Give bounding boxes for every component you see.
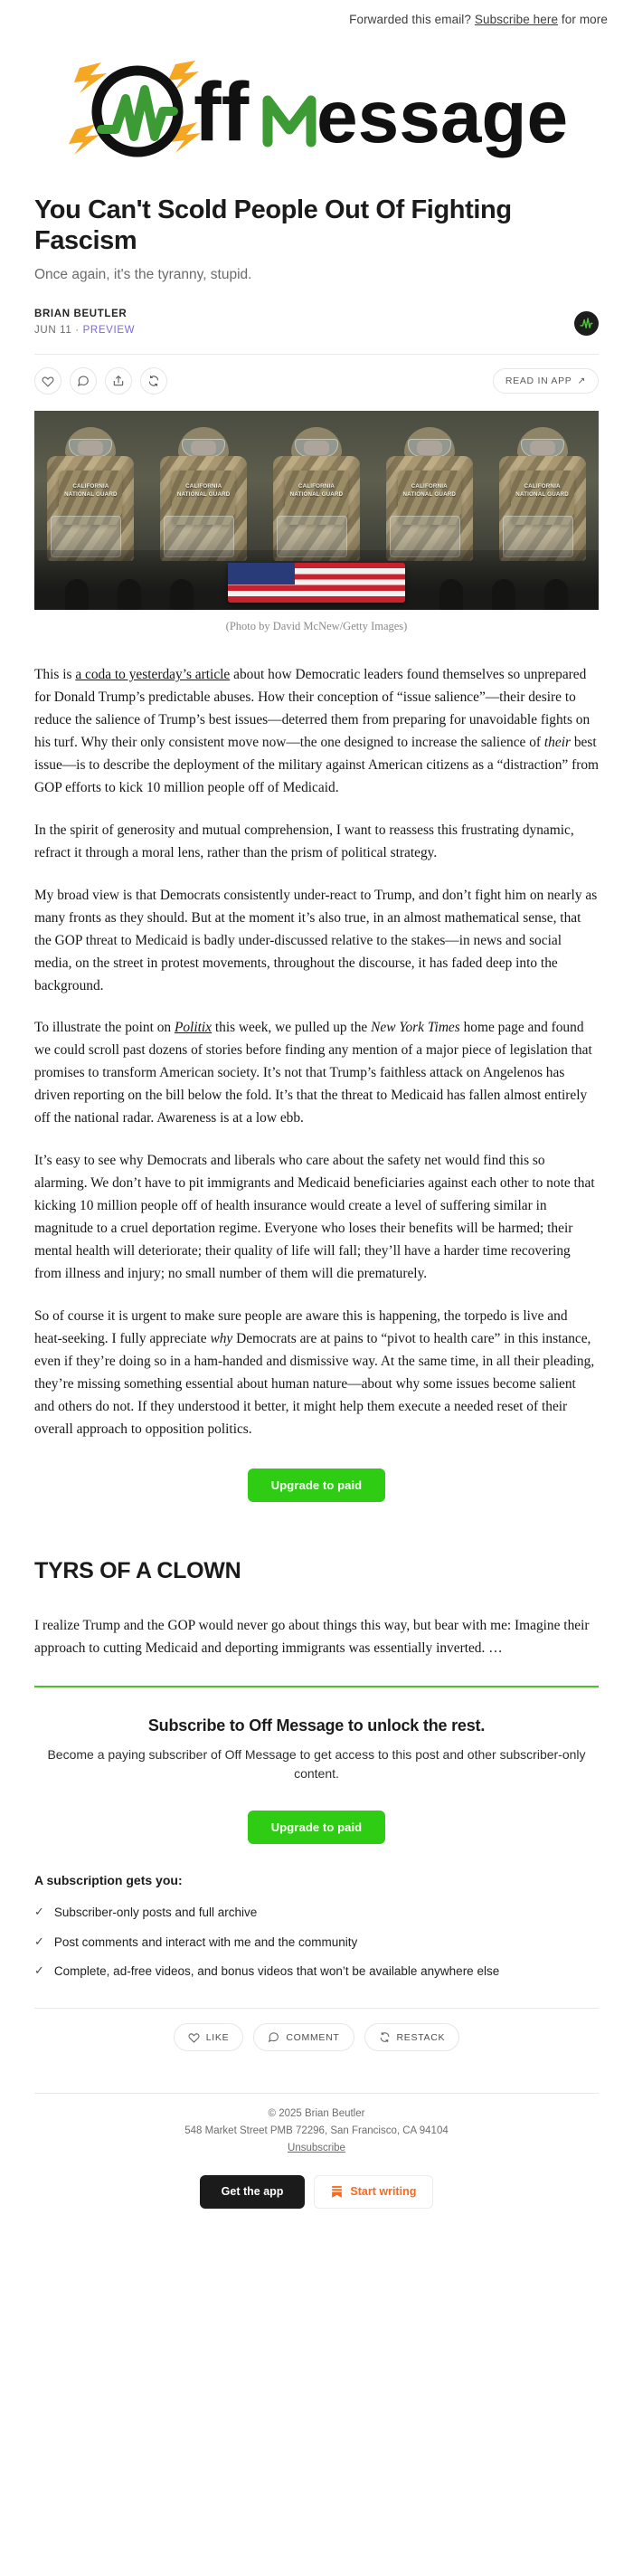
guard-figure [496, 427, 590, 561]
section-heading: TYRS OF A CLOWN [34, 1558, 241, 1584]
like-button[interactable] [34, 367, 61, 394]
footer-action-bar [0, 2009, 633, 2066]
footer-cta [0, 2157, 633, 2229]
coda-article-link[interactable]: a coda to yesterday’s article [75, 667, 231, 683]
guard-figure [269, 427, 364, 561]
benefit-label: Subscriber-only posts and full archive [53, 1906, 258, 1920]
uniform [47, 456, 134, 561]
list-item [34, 1934, 599, 1952]
upgrade-cta-top [0, 1441, 633, 1507]
paragraph-5: It’s easy to see why Democrats and liberals who care about the safety net would find this so alarming. We don’t have to pit immigrants and Medicaid beneficiaries against each other to note that kicking 10 million people off of health insurance would create a level of suffering similar in magnitude to a cruel deportation regime. Everyone who loses their benefits will be harmed; their mental health will deteriorate; their quality of life will fall; they’ll have a harder time recovering from illness and injury; no small number of them will die prematurely. [34, 1153, 595, 1281]
paywall-subtext: Become a paying subscriber of Off Message to get access to this post and other subscriber-only content. [47, 1747, 586, 1782]
restack-button[interactable] [140, 367, 167, 394]
start-writing-button[interactable] [314, 2175, 433, 2209]
patch-line-2: NATIONAL GUARD [64, 491, 118, 499]
paragraph-4 [34, 1017, 599, 1130]
post-meta [34, 323, 135, 339]
page-title: You Can't Scold People Out Of Fighting Fascism [34, 195, 512, 256]
p4-text-b: this week, we pulled up the [212, 1020, 372, 1036]
get-the-app-button[interactable]: Get the app [200, 2175, 306, 2209]
post-date: JUN 11 [34, 325, 72, 337]
uniform [499, 456, 586, 561]
restack-icon [379, 2031, 391, 2043]
patch-line-2: NATIONAL GUARD [402, 491, 457, 499]
p6-text-b: Democrats are at pains to “pivot to health care” in this instance, even if they’re doing so in a ham-handed and dismissive way. At the same time, in all their pleading, they’re missing something essential about human nature—about why some issues become salient and others do not. If they understood it better, it might help them execute a needed reset of their overall approach to opposition politics. [34, 1330, 595, 1437]
footer-meta [0, 2094, 633, 2157]
subscribe-here-link[interactable]: Subscribe here [474, 13, 559, 26]
section-paragraph: I realize Trump and the GOP would never go about things this way, but bear with me: Imagine their approach to cutting Medicaid and deporting immigrants was essentially inverted. … [34, 1618, 590, 1657]
p1-text-a: This is [34, 667, 76, 683]
paragraph-1 [34, 664, 599, 800]
upgrade-cta-bottom [0, 1783, 633, 1849]
p1-text-c: best issue—is to describe the deployment of the military against American citizens as a “distraction” from GOP efforts to kick 10 million people off of Medicaid. [34, 734, 599, 795]
share-button[interactable] [105, 367, 132, 394]
paywall [0, 1687, 633, 1783]
forwarded-banner [0, 0, 633, 26]
national-guard-line [34, 427, 599, 561]
forwarded-text-before: Forwarded this email? [349, 13, 475, 26]
patch-line-2: NATIONAL GUARD [289, 491, 344, 499]
uniform [386, 456, 473, 561]
footer-restack-label: RESTACK [396, 2031, 446, 2043]
svg-text:essage: essage [316, 76, 569, 158]
helmet-icon [517, 427, 568, 458]
restack-icon [147, 375, 160, 387]
hero-image [34, 411, 599, 610]
benefits-heading: A subscription gets you: [34, 1873, 183, 1888]
footer-comment-button[interactable] [253, 2023, 354, 2051]
guard-figure [156, 427, 250, 561]
meta-separator: · [71, 325, 83, 337]
check-icon: ✓ [34, 1963, 44, 1978]
heart-icon [42, 375, 54, 387]
svg-text:ff: ff [194, 66, 250, 158]
forwarded-text-after: for more [558, 13, 608, 26]
arrow-up-right-icon: ↗ [577, 375, 586, 387]
avatar[interactable] [574, 311, 599, 336]
uniform [273, 456, 360, 561]
section-body [0, 1615, 633, 1660]
footer-comment-label: COMMENT [286, 2031, 340, 2043]
check-icon: ✓ [34, 1905, 44, 1919]
image-caption: (Photo by David McNew/Getty Images) [225, 620, 408, 633]
check-icon: ✓ [34, 1934, 44, 1948]
read-in-app-label: READ IN APP [505, 375, 572, 387]
patch-line-1: CALIFORNIA [524, 483, 561, 490]
helmet-icon [65, 427, 116, 458]
patch-line-2: NATIONAL GUARD [515, 491, 569, 499]
patch-line-2: NATIONAL GUARD [176, 491, 231, 499]
guard-figure [43, 427, 137, 561]
article-body [0, 664, 633, 1441]
read-in-app-button[interactable] [493, 368, 599, 394]
politix-link[interactable]: Politix [174, 1020, 212, 1036]
paywall-heading: Subscribe to Off Message to unlock the rest. [147, 1716, 486, 1735]
p1-text-b: about how Democratic leaders found themselves so unprepared for Donald Trump’s predictable abuses. How their conception of “issue salience”—their desire to reduce the salience of Trump’s best issues—deterred them from preparing for unavoidable fights on his turf. Why their only consistent move now—the one designed to increase the salience of [34, 667, 590, 750]
comment-icon [268, 2031, 279, 2043]
substack-icon [331, 2185, 343, 2199]
p6-text-a: So of course it is urgent to make sure people are aware this is happening, the torpedo is live and heat-seeking. I fully appreciate [34, 1307, 568, 1346]
paragraph-6 [34, 1306, 599, 1441]
start-writing-label: Start writing [350, 2185, 417, 2199]
list-item [34, 1904, 599, 1922]
comment-icon [77, 375, 90, 387]
post-header [0, 195, 633, 633]
patch-line-1: CALIFORNIA [411, 483, 448, 490]
upgrade-to-paid-button-bottom[interactable]: Upgrade to paid [248, 1811, 385, 1844]
patch-line-1: CALIFORNIA [72, 483, 109, 490]
helmet-icon [178, 427, 229, 458]
benefit-label: Post comments and interact with me and the community [53, 1934, 358, 1949]
mailing-address: 548 Market Street PMB 72296, San Francisco, CA 94104 [184, 2124, 449, 2136]
share-icon [112, 375, 125, 387]
paragraph-2: In the spirit of generosity and mutual comprehension, I want to reassess this frustrating dynamic, refract it through a moral lens, rather than the prism of political strategy. [34, 822, 574, 860]
helmet-icon [291, 427, 342, 458]
post-action-bar [34, 355, 599, 409]
footer-like-label: LIKE [205, 2031, 230, 2043]
heart-icon [188, 2031, 200, 2043]
byline [34, 307, 599, 339]
p4-text-a: To illustrate the point on [34, 1020, 175, 1036]
list-item [34, 1963, 599, 1981]
off-message-logo-svg [40, 46, 593, 166]
benefits-list [0, 1849, 633, 1981]
helmet-icon [404, 427, 455, 458]
avatar-logo-icon [578, 315, 595, 332]
footer-restack-button[interactable] [364, 2023, 460, 2051]
guard-figure [383, 427, 477, 561]
patch-line-1: CALIFORNIA [185, 483, 222, 490]
american-flag [228, 563, 405, 603]
footer-like-button[interactable] [174, 2023, 244, 2051]
uniform [160, 456, 247, 561]
p1-emphasis: their [543, 734, 571, 750]
benefit-label: Complete, ad-free videos, and bonus videos that won’t be available anywhere else [53, 1964, 500, 1979]
p6-emphasis: why [210, 1330, 233, 1346]
p4-text-c: home page and found we could scroll past dozens of stories before finding any mention of a major piece of legislation that promises to transform American society. It’s not that Trump’s faithless attack on Angelenos has driven reporting on the bill below the fold. It’s that the threat to Medicaid has fallen almost entirely off the national radar. Awareness is at a low ebb. [34, 1020, 592, 1126]
publication-logo[interactable] [0, 26, 633, 175]
author-name: BRIAN BEUTLER [34, 309, 128, 320]
patch-line-1: CALIFORNIA [298, 483, 335, 490]
unsubscribe-link[interactable]: Unsubscribe [288, 2142, 345, 2153]
paragraph-3: My broad view is that Democrats consistently under-react to Trump, and don’t fight him on nearly as many fronts as they should. But at the moment it’s also true, in an almost mathematical sense, that the GOP threat to Medicaid is badly under-discussed relative to the stakes—in news and social media, on the street in protest movements, throughout the discourse, it has faded deep into the background. [34, 887, 598, 993]
post-subtitle: Once again, it's the tyranny, stupid. [34, 267, 252, 283]
p4-emphasis: New York Times [371, 1020, 460, 1036]
copyright: © 2025 Brian Beutler [268, 2108, 365, 2119]
comment-button[interactable] [70, 367, 97, 394]
crowd-silhouettes [34, 550, 599, 610]
status-badge: PREVIEW [82, 325, 136, 337]
upgrade-to-paid-button-top[interactable]: Upgrade to paid [248, 1469, 385, 1502]
